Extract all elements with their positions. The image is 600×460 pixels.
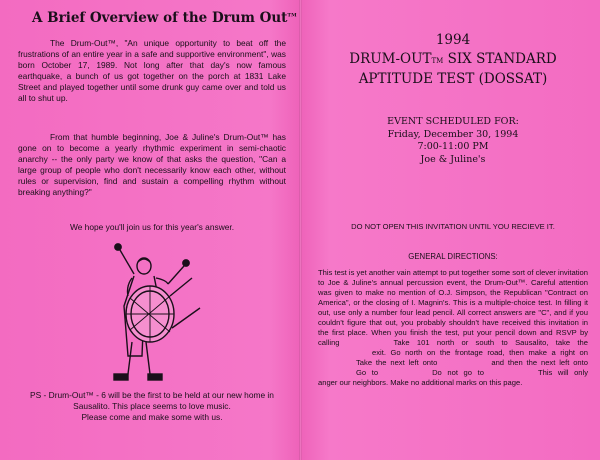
directions-text-2: Take 101 north or south to Sausalito, take the bbox=[393, 338, 588, 347]
test-title-line-2: APTITUDE TEST (DOSSAT) bbox=[358, 71, 548, 87]
directions-text-7: Do not go to bbox=[432, 368, 484, 377]
test-title bbox=[318, 50, 588, 88]
hope-line: We hope you'll join us for this year's answer. bbox=[69, 222, 235, 232]
event-date: Friday, December 30, 1994 bbox=[387, 128, 519, 140]
left-panel bbox=[18, 10, 297, 450]
do-not-open-warning: DO NOT OPEN THIS INVITATION UNTIL YOU RECIEVE IT. bbox=[351, 222, 555, 231]
overview-title-tm: TM bbox=[287, 12, 297, 19]
event-label: EVENT SCHEDULED FOR: bbox=[387, 116, 519, 127]
directions-body bbox=[318, 268, 588, 388]
test-title-six-standard: SIX STANDARD bbox=[443, 51, 557, 67]
event-host: Joe & Juline's bbox=[420, 153, 486, 165]
event-time: 7:00-11:00 PM bbox=[417, 141, 489, 152]
directions-text-8: This will only anger our neighbors. Make no additional marks on this page. bbox=[318, 368, 588, 387]
directions-text-3: exit. Go north on the frontage road, then make a right on bbox=[372, 348, 588, 357]
overview-title bbox=[32, 10, 297, 26]
test-year: 1994 bbox=[435, 32, 471, 48]
test-title-tm: TM bbox=[431, 57, 444, 65]
directions-text-6: Go to bbox=[356, 368, 379, 377]
ps-line-1: PS - Drum-Out™ - 6 will be the first to be held at our new home in Sausalito. This place seems to love music. bbox=[30, 390, 274, 411]
directions-heading: GENERAL DIRECTIONS: bbox=[408, 252, 498, 261]
directions-text-1: This test is yet another vain attempt to put together some sort of clever invitation to Joe & Juline's annual percussion event, the Drum-Out™. Careful attention was given to make no mention of O.J. Simpson, the Republican "Contract on America", or the closing of I. Magnin's. This is a multiple-choice test. In filling it out, use only a number four lead pencil. All correct answers are "C", and if you couldn't figure that out, you probably shouldn't have received this invitation in the first place. When you finish the test, put your pencil down and RSVP by calling bbox=[318, 268, 588, 347]
drummer-illustration bbox=[80, 236, 220, 386]
page-fold bbox=[299, 0, 302, 460]
overview-paragraph-1: The Drum-Out™, "An unique opportunity to beat off the frustrations of an entire year in a safe and supportive environment", was born October 17, 1989. Not long after that day's now famous earthquake, a bunch of us got together on the porch at 1831 Lake Street and played together until some drunk guy came over and told us all to shut up. bbox=[18, 38, 286, 103]
ps-line-2: Please come and make some with us. bbox=[81, 412, 223, 422]
test-title-drumout: DRUM-OUT bbox=[349, 51, 432, 67]
directions-text-4: Take the next left onto bbox=[356, 358, 438, 367]
right-panel bbox=[318, 10, 588, 450]
ps-note bbox=[18, 390, 286, 423]
event-block bbox=[318, 116, 588, 166]
directions-text-5: and then the next left onto bbox=[491, 358, 588, 367]
overview-paragraph-2: From that humble beginning, Joe & Juline's Drum-Out™ has gone on to become a yearly rhythmic experiment in semi-chaotic anarchy -- the only party we know of that asks the question, "Can a large group of people who don't necessarily know each other, without rules or supervision, find and sustain a compelling rhythm without breaking anything?" bbox=[18, 132, 286, 197]
overview-title-text: A Brief Overview of the Drum Out bbox=[32, 10, 288, 26]
